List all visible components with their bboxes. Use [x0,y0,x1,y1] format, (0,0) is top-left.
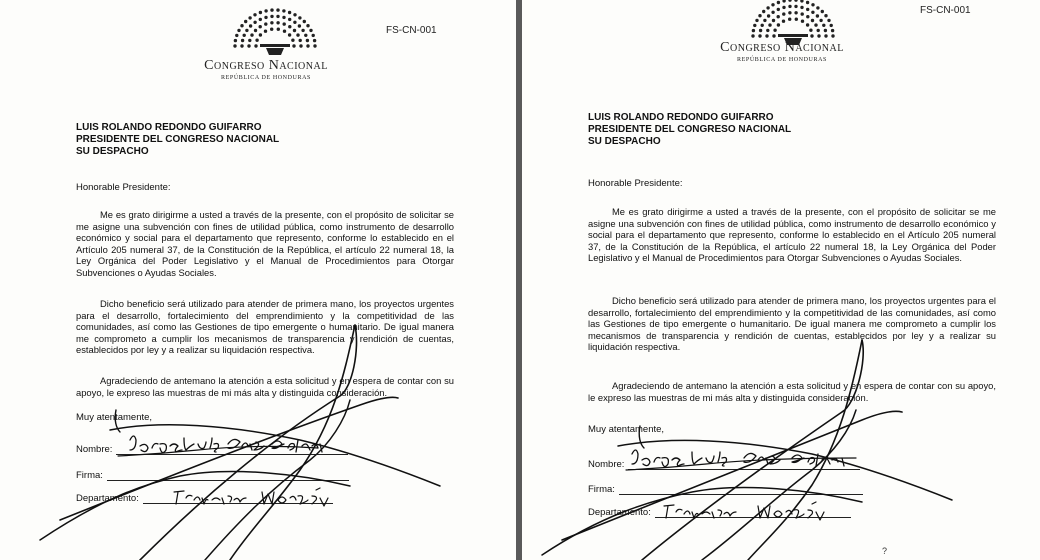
department-field [588,507,851,518]
signature-field [76,470,349,481]
paragraph: Dicho beneficio será utilizado para atender de primera mano, los proyectos urgentes para el desarrollo, fortalecimiento del emprendimiento y la competitividad de las comunidades, así como las Gestiones de tipo emergente o humanitario. De igual manera me comprometo a cumplir los mecanismos de transparencia y rendición de cuentas, establecidos por ley y a realizar su liquidación respectiva. [76,298,454,356]
closing: Muy atentamente, [588,424,665,435]
letter-page-left [0,0,516,560]
congress-hemicycle-logo [200,0,350,60]
addressee-block [76,122,279,158]
department-label: Departamento: [76,493,139,504]
seal-name: Congreso Nacional [204,58,328,73]
addressee-line: PRESIDENTE DEL CONGRESO NACIONAL [76,134,280,145]
name-line [116,453,348,455]
signature-line [619,493,863,495]
scan-mark: ? [882,546,888,556]
form-code: FS-CN-001 [920,5,971,16]
department-label: Departamento: [588,507,651,518]
closing: Muy atentamente, [76,412,153,423]
handwritten-signature [522,0,1040,560]
paragraph: Me es grato dirigirme a usted a través de la presente, con el propósito de solicitar se me asigne una subvención con fines de utilidad pública, como instrumento de desarrollo económico y social para el departamento que represento, conforme lo establecido en el Artículo 205 numeral 37, de la Constitución de la República, el artículo 22 numeral 18, la Ley Orgánica del Poder Legislativo y el Manual de Procedimientos para Otorgar Subvenciones o Ayudas Sociales. [76,209,454,278]
seal-subtitle: REPÚBLICA DE HONDURAS [737,57,827,63]
addressee-line: SU DESPACHO [76,146,149,157]
greeting: Honorable Presidente: [76,182,171,193]
addressee-line: SU DESPACHO [588,136,661,147]
paragraph: Dicho beneficio será utilizado para atender de primera mano, los proyectos urgentes para el desarrollo, fortalecimiento del emprendimiento y la competitividad de las comunidades, así como las Gestiones de tipo emergente o humanitario. De igual manera me comprometo a cumplir los mecanismos de transparencia y rendición de cuentas, establecidos por ley y a realizar su liquidación respectiva. [588,295,996,353]
name-label: Nombre: [588,459,625,470]
department-line [655,516,851,518]
seal-name: Congreso Nacional [720,40,844,55]
congress-seal-text [166,58,366,81]
greeting: Honorable Presidente: [588,178,683,189]
department-field [76,493,333,504]
addressee-line: LUIS ROLANDO REDONDO GUIFARRO [76,122,262,133]
signature-field [588,484,863,495]
signature-label: Firma: [588,484,615,495]
name-field [588,459,860,470]
addressee-line: PRESIDENTE DEL CONGRESO NACIONAL [588,124,792,135]
name-line [628,468,860,470]
addressee-line: LUIS ROLANDO REDONDO GUIFARRO [588,112,774,123]
letter-page-right [522,0,1040,560]
form-code: FS-CN-001 [386,25,437,36]
congress-seal-text [682,40,882,63]
name-field [76,444,348,455]
department-line [143,502,333,504]
signature-label: Firma: [76,470,103,481]
paragraph: Me es grato dirigirme a usted a través de la presente, con el propósito de solicitar se me asigne una subvención con fines de utilidad pública, como instrumento de desarrollo económico y social para el departamento que represento, conforme lo establecido en el Artículo 205 numeral 37, de la Constitución de la República, el artículo 22 numeral 18, la Ley Orgánica del Poder Legislativo y el Manual de Procedimientos para Otorgar Subvenciones o Ayudas Sociales. [588,206,996,264]
paragraph: Agradeciendo de antemano la atención a esta solicitud y en espera de contar con su apoyo, le expreso las muestras de mi más alta y distinguida consideración. [588,380,996,403]
paragraph: Agradeciendo de antemano la atención a esta solicitud y en espera de contar con su apoyo, le expreso las muestras de mi más alta y distinguida consideración. [76,375,454,398]
addressee-block [588,112,791,148]
name-label: Nombre: [76,444,113,455]
seal-subtitle: REPÚBLICA DE HONDURAS [221,75,311,81]
signature-line [107,479,349,481]
